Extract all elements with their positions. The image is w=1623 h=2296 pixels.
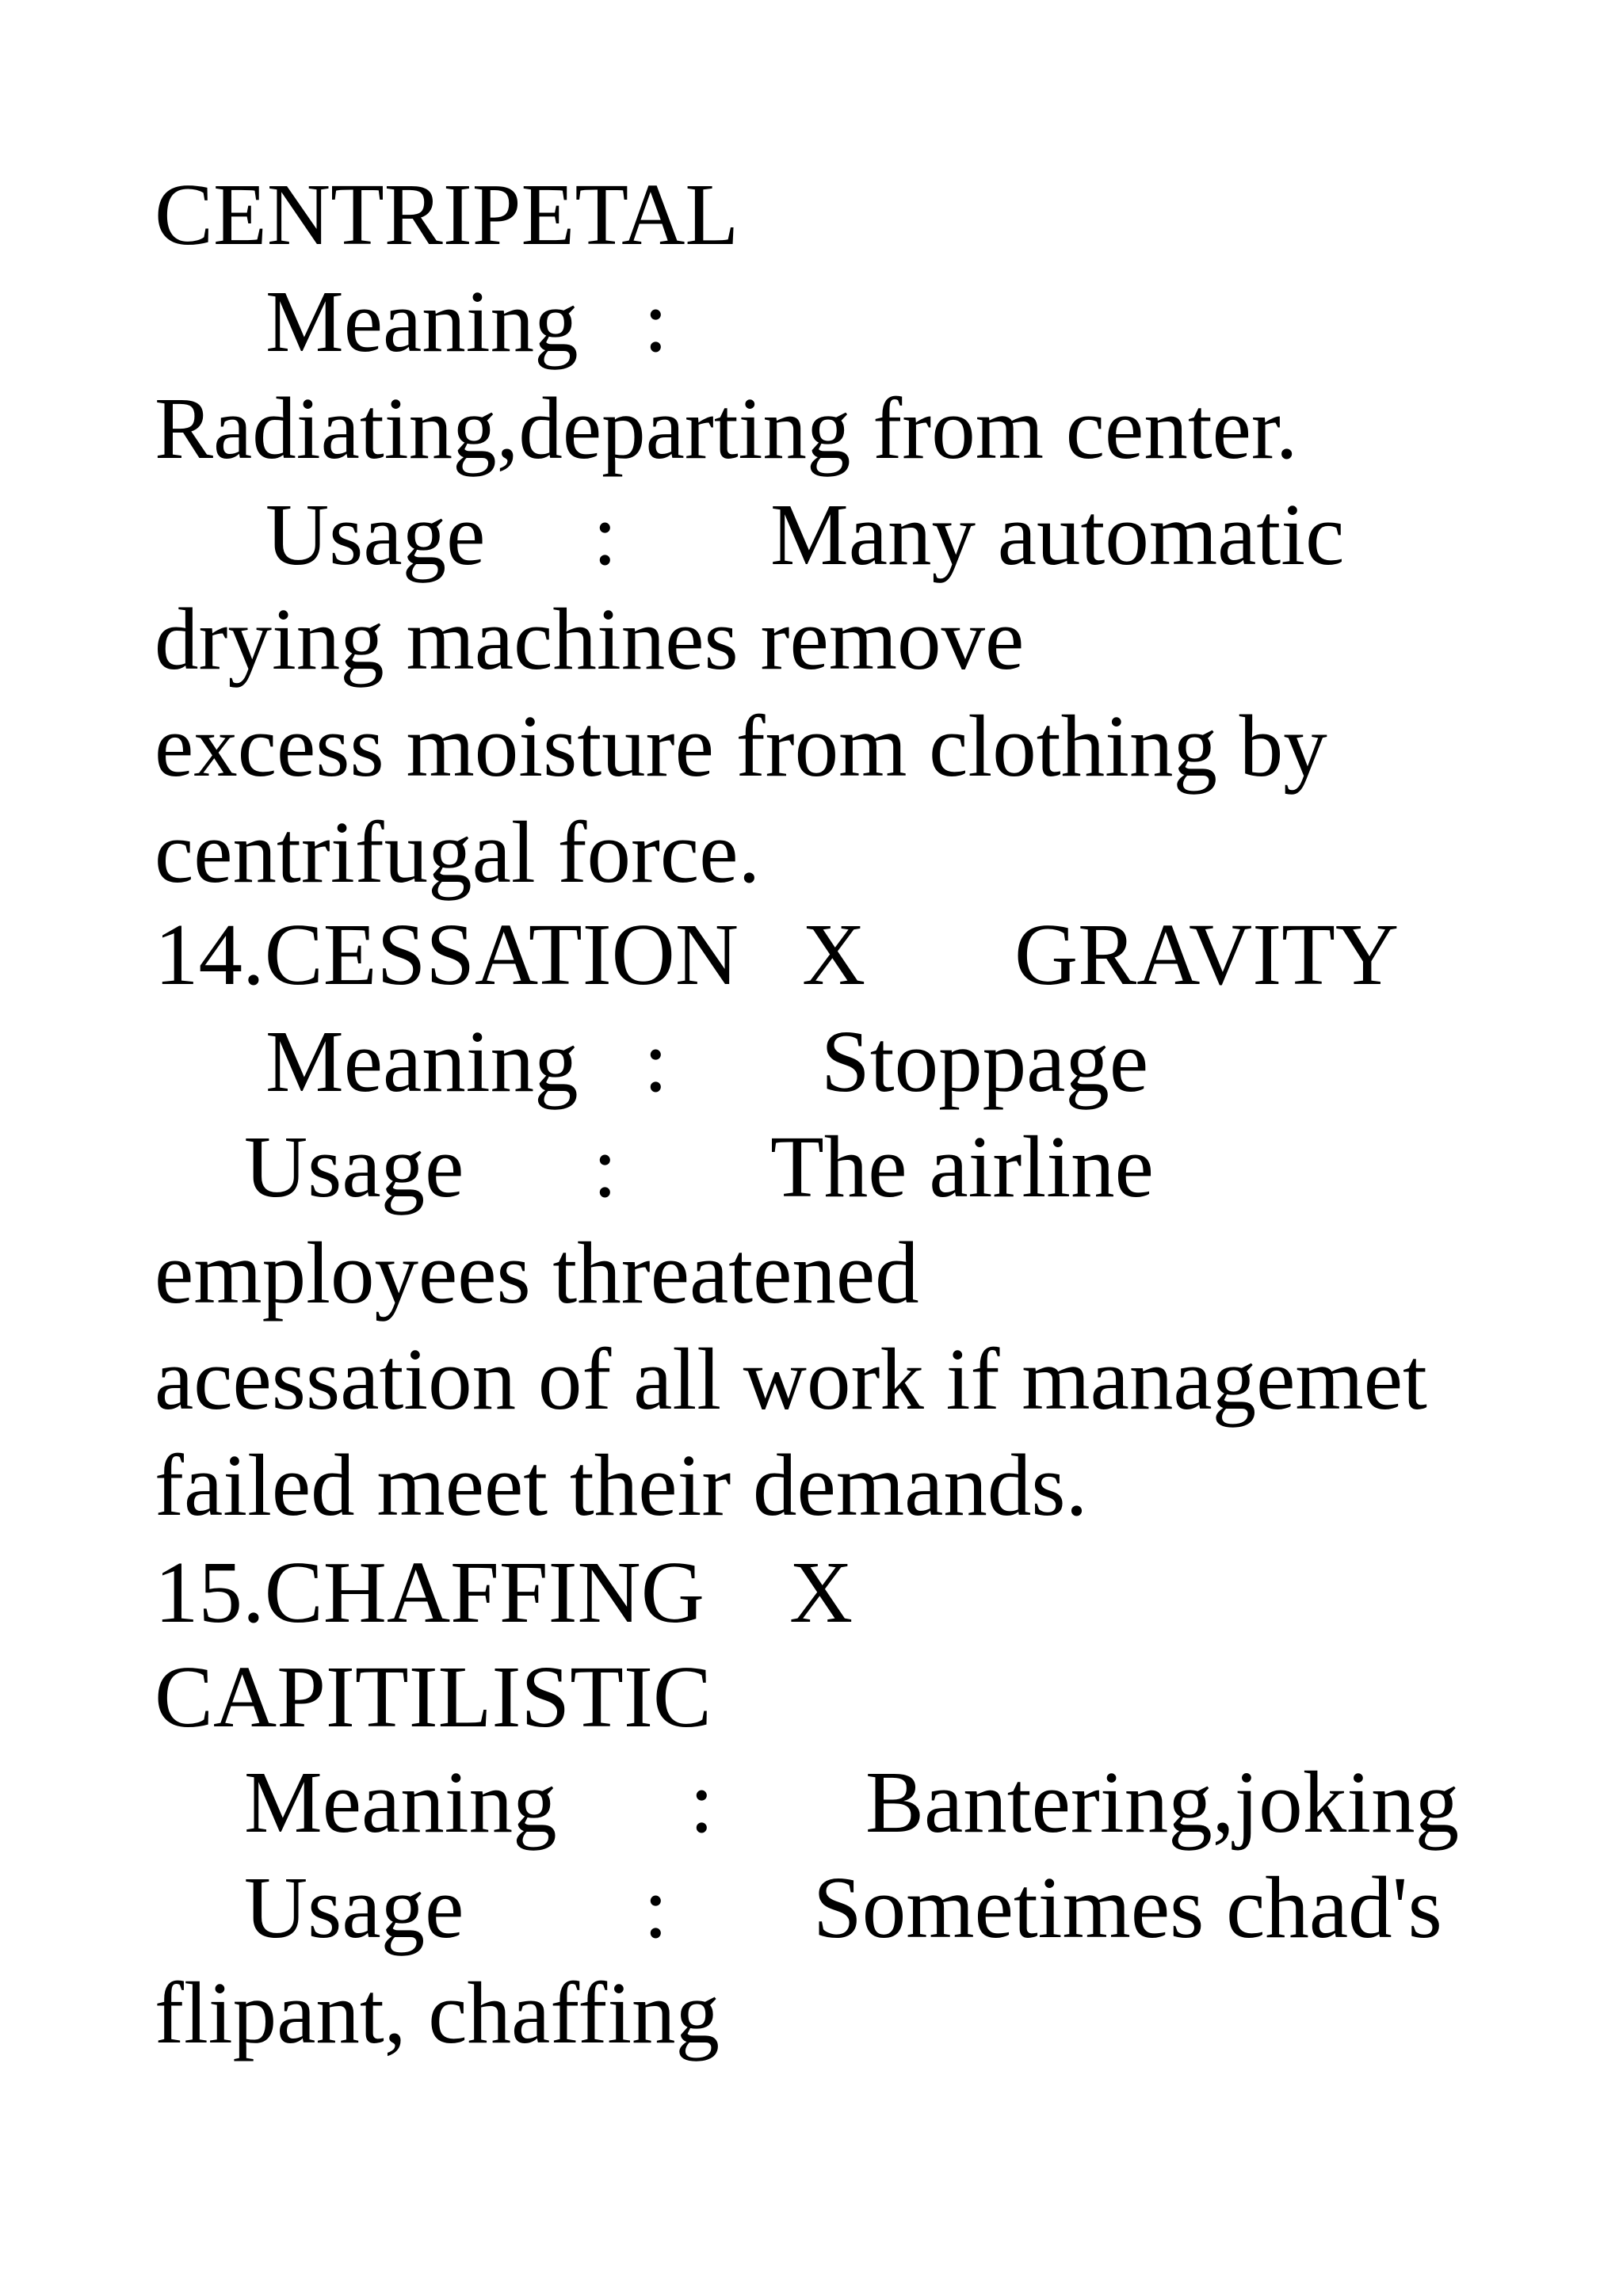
usage-label: Usage [244,1859,464,1957]
usage-label: Usage [244,1119,464,1216]
meaning-label: Meaning [265,273,579,371]
word-heading: 14.CESSATION [155,906,739,1004]
usage-text: Many automatic [770,486,1345,584]
meaning-colon: : [689,1754,714,1852]
usage-text-line: acessation of all work if managemet [155,1331,1427,1428]
meaning-text: Bantering,joking [865,1754,1460,1852]
usage-text-line: drying machines remove [155,591,1025,688]
meaning-colon: : [643,273,668,371]
antonym-separator: X [802,906,866,1004]
antonym-separator: X [789,1544,854,1642]
usage-text-line: flipant, chaffing [155,1965,720,2062]
usage-text-line: failed meet their demands. [155,1437,1088,1535]
word-heading: CENTRIPETAL [155,166,739,264]
meaning-text: Stoppage [821,1013,1149,1111]
usage-text-line: excess moisture from clothing by [155,698,1327,795]
usage-text-line: employees threatened [155,1225,919,1322]
usage-colon: : [593,486,617,584]
meaning-label: Meaning [244,1754,557,1852]
antonym-word: GRAVITY [1014,906,1400,1004]
usage-text: The airline [770,1119,1154,1216]
usage-text: Sometimes chad's [813,1859,1442,1957]
antonym-word: CAPITILISTIC [155,1649,712,1746]
usage-colon: : [643,1859,668,1957]
meaning-label: Meaning [265,1013,579,1111]
usage-label: Usage [265,486,486,584]
meaning-text: Radiating,departing from center. [155,380,1298,478]
usage-text-line: centrifugal force. [155,804,761,902]
word-heading: 15.CHAFFING [155,1544,705,1642]
meaning-colon: : [643,1013,668,1111]
usage-colon: : [593,1119,617,1216]
